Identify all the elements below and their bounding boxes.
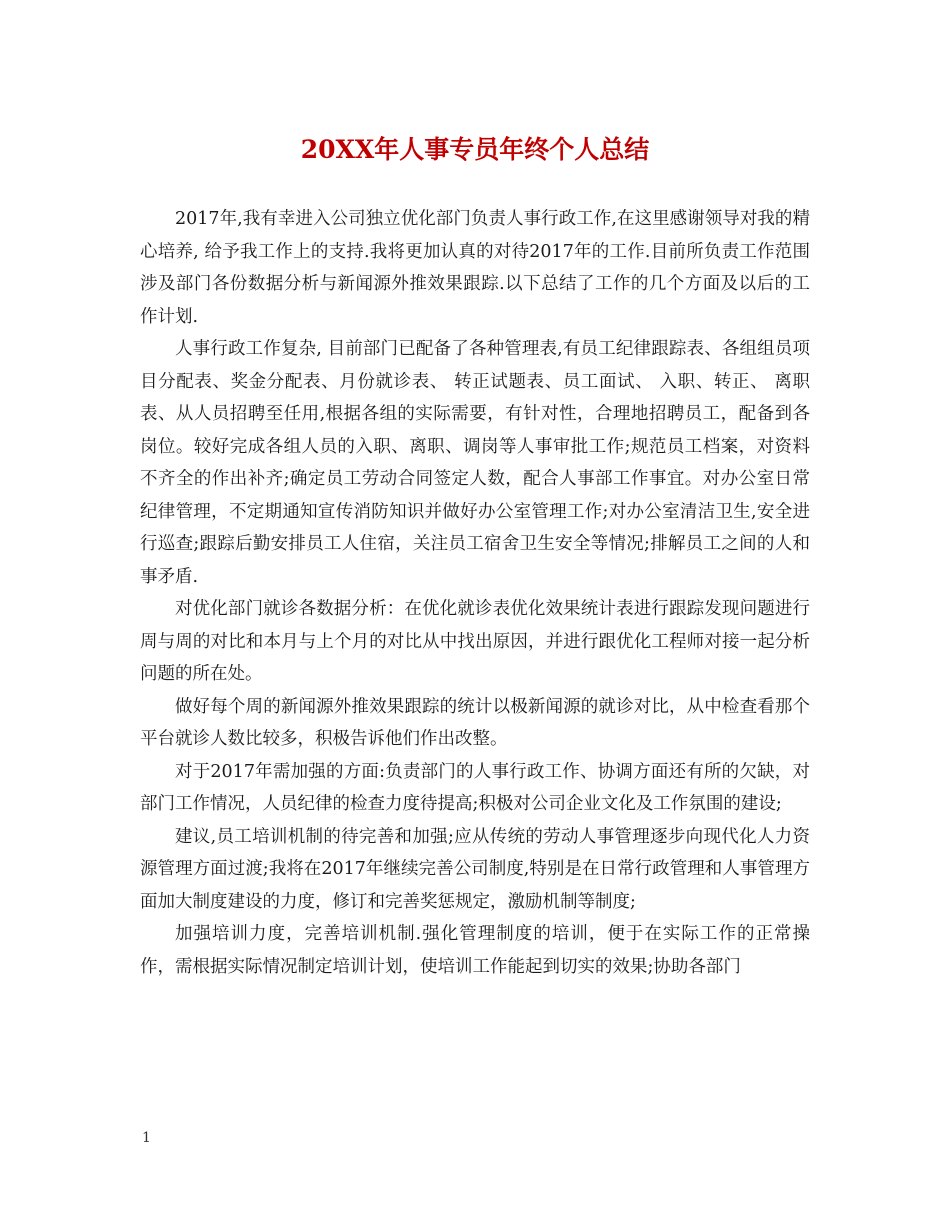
paragraph-7: 加强培训力度，完善培训机制.强化管理制度的培训，便于在实际工作的正常操作，需根据实际情况制定培训计划，使培训工作能起到切实的效果;协助各部门 bbox=[140, 924, 810, 977]
paragraph-2: 人事行政工作复杂, 目前部门已配备了各种管理表,有员工纪律跟踪表、各组组员项目分配表、奖金分配表、月份就诊表、 转正试题表、员工面试、 入职、转正、 离职表、从人员招聘至任用,根据各组的实际需要，有针对性，合理地招聘员工，配备到各岗位。较好完成各组人员的入职、离职、调岗等人事审批工作;规范员工档案，对资料不齐全的作出补齐;确定员工劳动合同签定人数，配合人事部工作事宜。对办公室日常纪律管理，不定期通知宣传消防知识并做好办公室管理工作;对办公室清洁卫生,安全进行巡查;跟踪后勤安排员工人住宿，关注员工宿舍卫生安全等情况;排解员工之间的人和事矛盾. bbox=[140, 339, 810, 587]
page-number: 1 bbox=[142, 1130, 151, 1146]
paragraph-4: 做好每个周的新闻源外推效果跟踪的统计以极新闻源的就诊对比，从中检查看那个平台就诊人数比较多，积极告诉他们作出改整。 bbox=[140, 696, 810, 749]
paragraph-3: 对优化部门就诊各数据分析：在优化就诊表优化效果统计表进行跟踪发现问题进行周与周的对比和本月与上个月的对比从中找出原因，并进行跟优化工程师对接一起分析问题的所在处。 bbox=[140, 599, 810, 684]
paragraph-1: 2017年,我有幸进入公司独立优化部门负责人事行政工作,在这里感谢领导对我的精心培养, 给予我工作上的支持.我将更加认真的对待2017年的工作.目前所负责工作范围涉及部门各份数据分析与新闻源外推效果跟踪.以下总结了工作的几个方面及以后的工作计划. bbox=[140, 209, 810, 327]
document-title: 20XX年人事专员年终个人总结 bbox=[300, 135, 650, 164]
paragraph-6: 建议,员工培训机制的待完善和加强;应从传统的劳动人事管理逐步向现代化人力资源管理方面过渡;我将在2017年继续完善公司制度,特别是在日常行政管理和人事管理方面加大制度建设的力度，修订和完善奖惩规定，激励机制等制度; bbox=[140, 826, 810, 912]
document-body bbox=[140, 203, 810, 983]
paragraph-5: 对于2017年需加强的方面:负责部门的人事行政工作、协调方面还有所的欠缺，对部门工作情况，人员纪律的检查力度待提高;积极对公司企业文化及工作氛围的建设; bbox=[140, 761, 810, 814]
